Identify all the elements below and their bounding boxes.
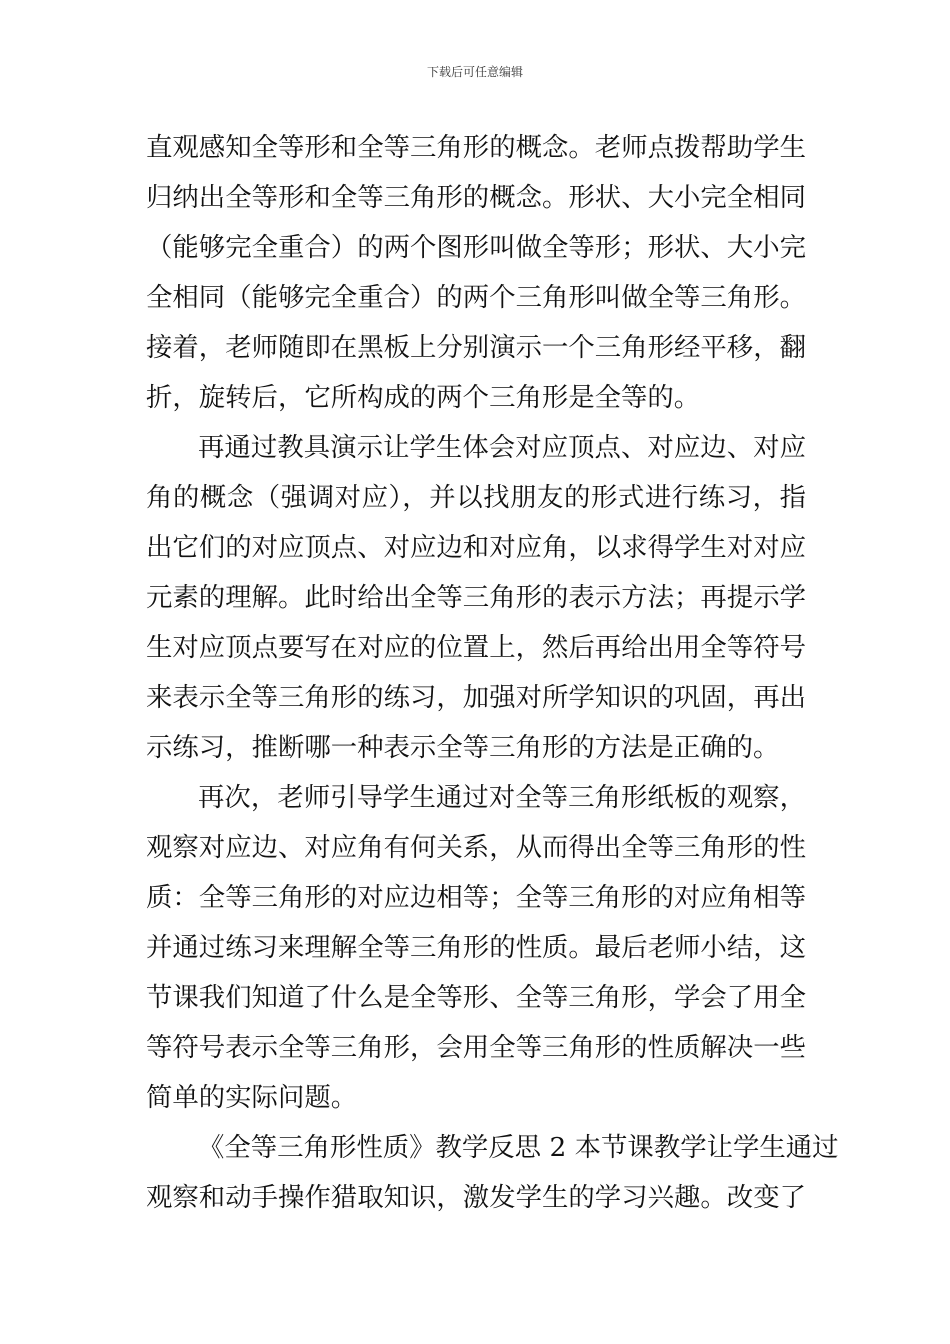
text-line: 并通过练习来理解全等三角形的性质。最后老师小结，这 — [146, 932, 806, 963]
text-line: 观察对应边、对应角有何关系，从而得出全等三角形的性 — [146, 832, 806, 863]
text-line: 节课我们知道了什么是全等形、全等三角形，学会了用全 — [146, 982, 806, 1013]
text-line: 示练习，推断哪一种表示全等三角形的方法是正确的。 — [146, 732, 780, 763]
text-line: 角的概念（强调对应），并以找朋友的形式进行练习，指 — [146, 482, 806, 513]
text-line: 质：全等三角形的对应边相等；全等三角形的对应角相等 — [146, 882, 806, 913]
text-line: 出它们的对应顶点、对应边和对应角，以求得学生对对应 — [146, 532, 806, 563]
text-line: 观察和动手操作猎取知识，激发学生的学习兴趣。改变了 — [146, 1182, 806, 1213]
paragraph-first-line: 《全等三角形性质》教学反思 2 本节课教学让学生通过 — [198, 1132, 839, 1163]
text-line: 生对应顶点要写在对应的位置上，然后再给出用全等符号 — [146, 632, 806, 663]
text-line: 简单的实际问题。 — [146, 1082, 358, 1113]
text-line: 折，旋转后，它所构成的两个三角形是全等的。 — [146, 382, 701, 413]
paragraph-first-line: 再次，老师引导学生通过对全等三角形纸板的观察， — [198, 782, 806, 813]
text-line: 元素的理解。此时给出全等三角形的表示方法；再提示学 — [146, 582, 806, 613]
text-line: 来表示全等三角形的练习，加强对所学知识的巩固，再出 — [146, 682, 806, 713]
text-line: 接着，老师随即在黑板上分别演示一个三角形经平移，翻 — [146, 332, 806, 363]
text-line: 等符号表示全等三角形，会用全等三角形的性质解决一些 — [146, 1032, 806, 1063]
paragraph-first-line: 再通过教具演示让学生体会对应顶点、对应边、对应 — [198, 432, 806, 463]
text-line: 归纳出全等形和全等三角形的概念。形状、大小完全相同 — [146, 182, 806, 213]
text-line: （能够完全重合）的两个图形叫做全等形；形状、大小完 — [146, 232, 806, 263]
page-header: 下载后可任意编辑 — [426, 65, 523, 79]
text-line: 全相同（能够完全重合）的两个三角形叫做全等三角形。 — [146, 282, 806, 313]
text-line: 直观感知全等形和全等三角形的概念。老师点拨帮助学生 — [146, 132, 806, 163]
